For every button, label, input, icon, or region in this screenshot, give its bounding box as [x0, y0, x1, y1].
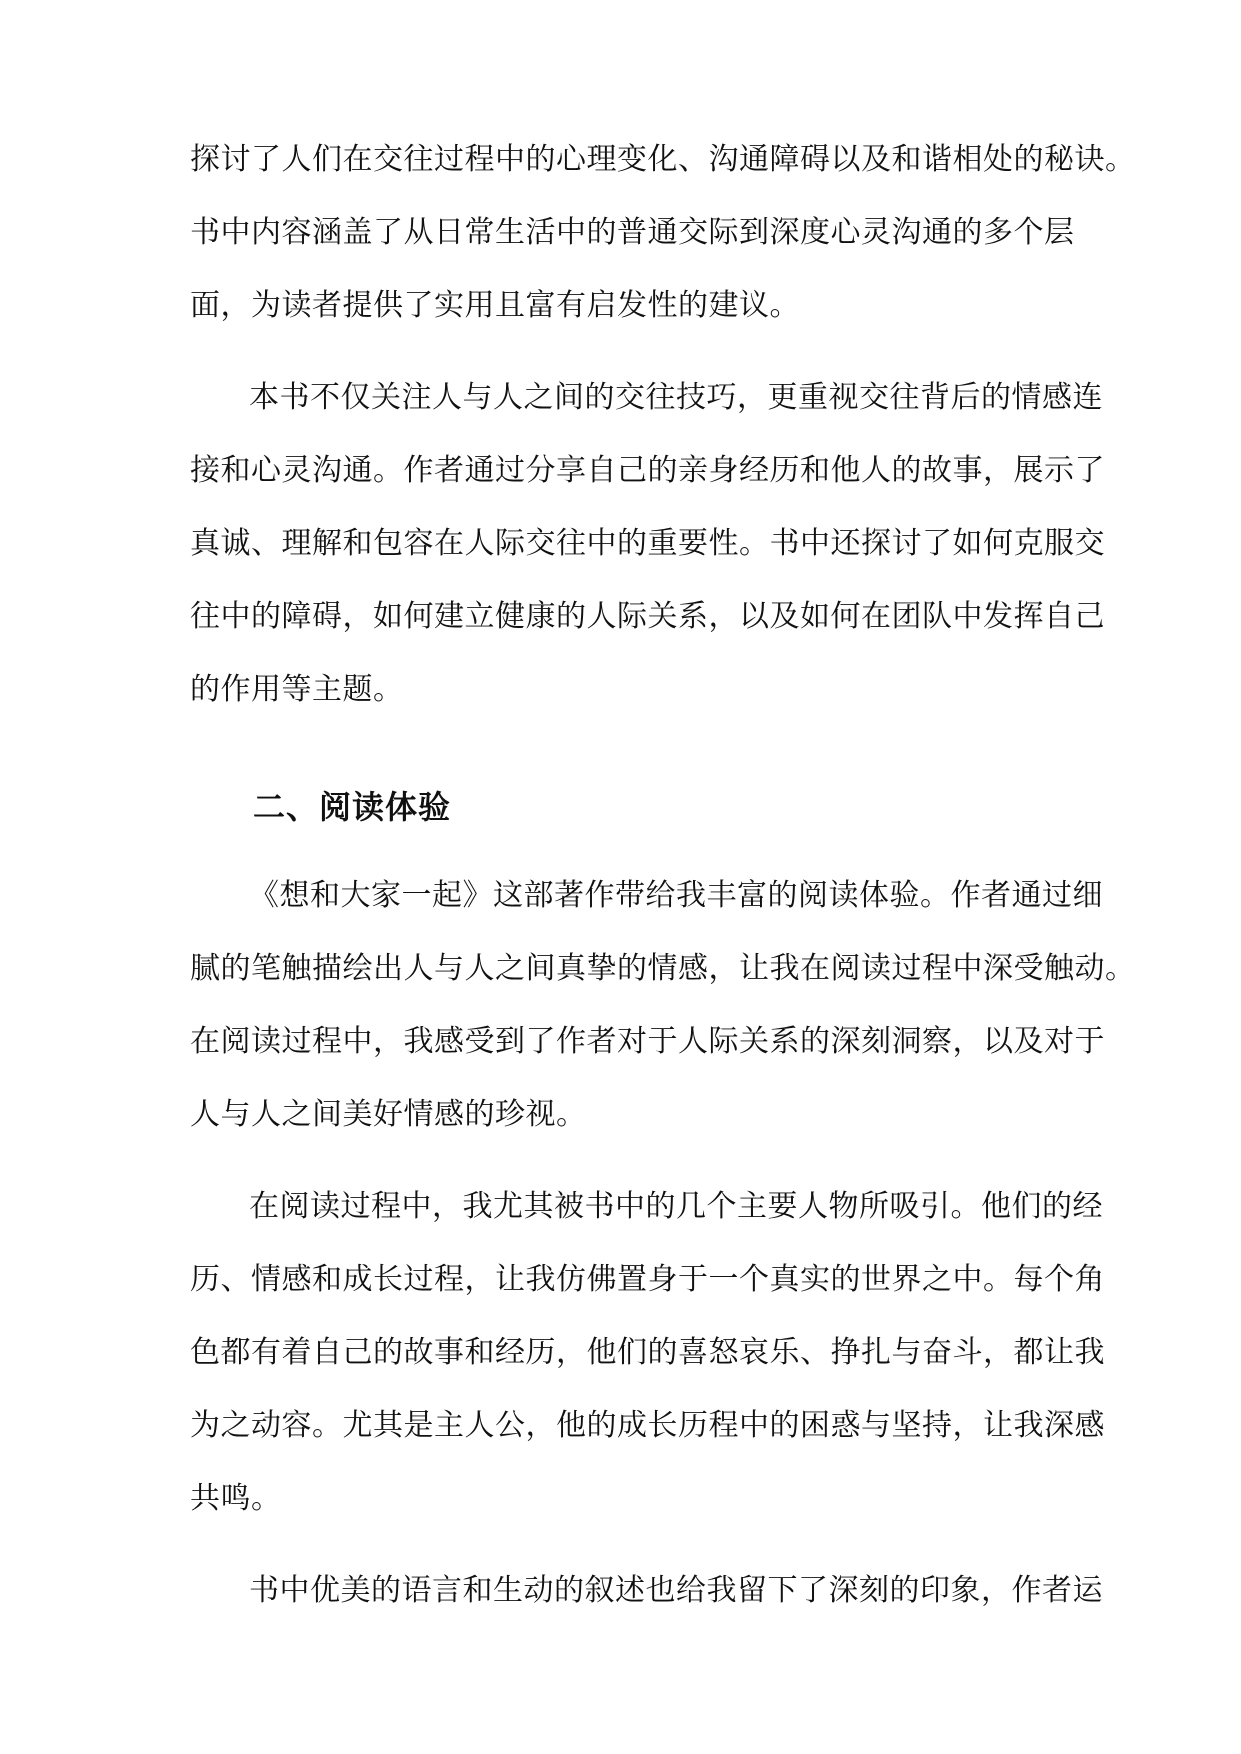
paragraph-line: 接和心灵沟通。作者通过分享自己的亲身经历和他人的故事，展示了 [190, 453, 1105, 488]
paragraph-line: 为之动容。尤其是主人公，他的成长历程中的困惑与坚持，让我深感 [190, 1408, 1105, 1443]
paragraph-line: 腻的笔触描绘出人与人之间真挚的情感，让我在阅读过程中深受触动。 [190, 951, 1136, 986]
paragraph-line: 真诚、理解和包容在人际交往中的重要性。书中还探讨了如何克服交 [190, 526, 1105, 561]
section-heading: 二、阅读体验 [253, 788, 452, 826]
paragraph-line: 在阅读过程中，我尤其被书中的几个主要人物所吸引。他们的经 [249, 1189, 1103, 1224]
paragraph-line: 书中优美的语言和生动的叙述也给我留下了深刻的印象，作者运 [249, 1573, 1103, 1608]
paragraph-line: 本书不仅关注人与人之间的交往技巧，更重视交往背后的情感连 [249, 380, 1103, 415]
paragraph-line: 色都有着自己的故事和经历，他们的喜怒哀乐、挣扎与奋斗，都让我 [190, 1335, 1105, 1370]
paragraph-line: 的作用等主题。 [190, 672, 404, 707]
paragraph-line: 在阅读过程中，我感受到了作者对于人际关系的深刻洞察，以及对于 [190, 1024, 1105, 1059]
paragraph-line: 《想和大家一起》这部著作带给我丰富的阅读体验。作者通过细 [249, 878, 1103, 913]
paragraph-line: 书中内容涵盖了从日常生活中的普通交际到深度心灵沟通的多个层 [190, 215, 1075, 250]
paragraph-line: 往中的障碍，如何建立健康的人际关系，以及如何在团队中发挥自己 [190, 599, 1105, 634]
paragraph-line: 人与人之间美好情感的珍视。 [190, 1097, 587, 1132]
paragraph-line: 共鸣。 [190, 1481, 282, 1516]
paragraph-line: 探讨了人们在交往过程中的心理变化、沟通障碍以及和谐相处的秘诀。 [190, 142, 1136, 177]
paragraph-line: 历、情感和成长过程，让我仿佛置身于一个真实的世界之中。每个角 [190, 1262, 1105, 1297]
paragraph-line: 面，为读者提供了实用且富有启发性的建议。 [190, 288, 800, 323]
